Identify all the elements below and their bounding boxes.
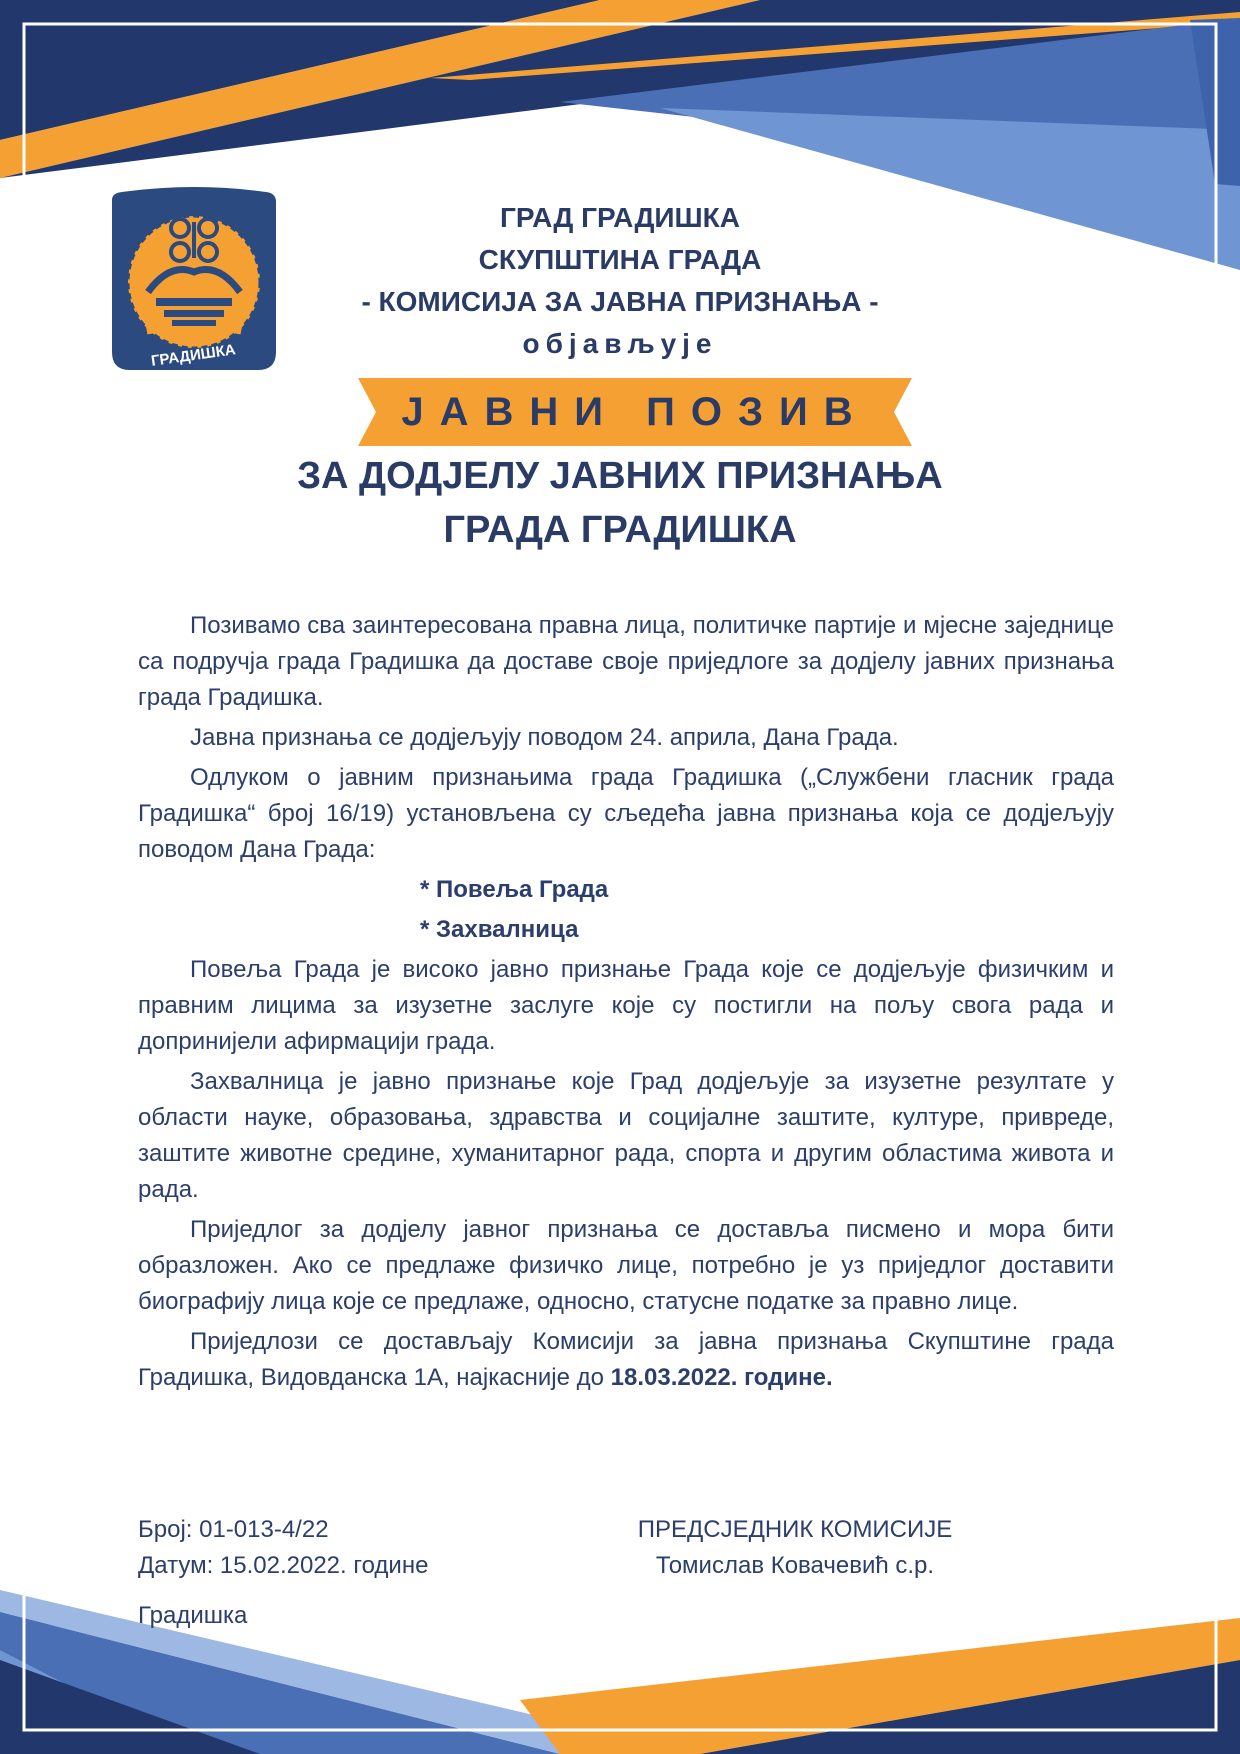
- header-commission: - КОМИСИЈА ЗА ЈАВНА ПРИЗНАЊА -: [361, 286, 879, 317]
- document-title: [200, 449, 1040, 557]
- crest-text: ГРАДИШКА: [150, 341, 237, 370]
- paragraph-decision: Одлуком о јавним признањима града Градишка („Службени гласник града Градишка“ број 16/19) установљена су сљедећа јавна признања која се додјељују поводом Дана Града:: [138, 764, 1114, 863]
- submission-text: Приједлози се достављају Комисији за јавна признања Скупштине града Градишка, Видовданска 1А, најкасније до: [138, 1328, 1114, 1391]
- title-line-2: ГРАДА ГРАДИШКА: [443, 509, 797, 551]
- reference-place: Градишка: [138, 1602, 248, 1629]
- paragraph-gratitude: Захвалница је јавно признање које Град додјељује за изузетне резултате у области науке, образовања, здравства и социјалне заштите, културе, привреде, заштите животне средине, хуманитарног рада, спорта и другим областима живота и рада.: [138, 1068, 1114, 1203]
- submission-deadline: 18.03.2022. године.: [610, 1364, 833, 1391]
- ribbon-title: ЈАВНИ ПОЗИВ: [401, 390, 869, 434]
- reference-date: Датум: 15.02.2022. године: [138, 1552, 429, 1579]
- paragraph-invitation: Позивамо сва заинтересована правна лица, политичке партије и мјесне заједнице са подручја града Градишка да доставе своје приједлоге за додјелу јавних признања града Градишка.: [138, 612, 1114, 711]
- document-body: [138, 608, 1114, 1400]
- issuer-header: [300, 197, 940, 365]
- header-publishes: објављује: [522, 328, 718, 359]
- paragraph-occasion: Јавна признања се додјељују поводом 24. априла, Дана Града.: [190, 724, 899, 751]
- signatory-name: Томислав Ковачевић с.р.: [655, 1552, 935, 1579]
- award-item-gratitude: * Захвалница: [420, 916, 579, 943]
- signatory-role: ПРЕДСЈЕДНИК КОМИСИЈЕ: [637, 1516, 953, 1543]
- paragraph-submission: [138, 1324, 1114, 1396]
- signature-block: [600, 1512, 990, 1584]
- header-assembly: СКУПШТИНА ГРАДА: [478, 244, 762, 275]
- title-line-1: ЗА ДОДЈЕЛУ ЈАВНИХ ПРИЗНАЊА: [297, 455, 943, 497]
- paragraph-proposal: Приједлог за додјелу јавног признања се доставља писмено и мора бити образложен. Ако се предлаже физичко лице, потребно је уз приједлог доставити биографију лица које се предлаже, односно, статусне податке за правно лице.: [138, 1216, 1114, 1315]
- paragraph-charter: Повеља Града је високо јавно признање Града које се додјељује физичким и правним лицима за изузетне заслуге које су постигли на пољу свога рада и допринијели афирмацији града.: [138, 956, 1114, 1055]
- reference-block: [138, 1512, 428, 1634]
- award-item-charter: * Повеља Града: [420, 876, 609, 903]
- header-city: ГРАД ГРАДИШКА: [500, 202, 740, 233]
- reference-number: Број: 01-013-4/22: [138, 1516, 329, 1543]
